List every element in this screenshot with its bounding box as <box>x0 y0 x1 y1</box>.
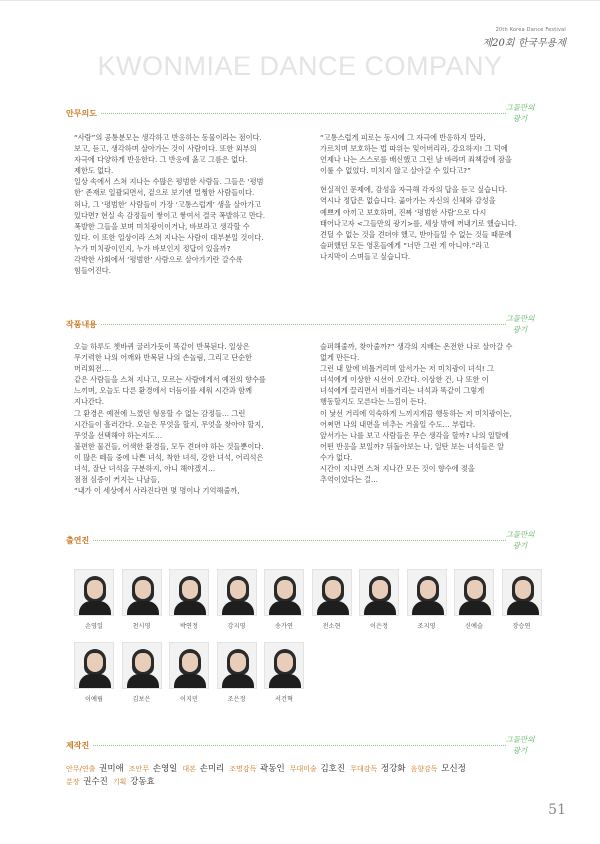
text-line: 앞서가는 나를 보고 사람들은 무슨 생각을 할까? 나의 일탈에 <box>320 430 509 440</box>
text-line: 있다면? 현실 속 감정들이 쌓이고 쌓여서 결국 폭발하고 만다. <box>74 210 266 220</box>
brand-mark <box>498 102 542 124</box>
cast-member <box>74 642 114 703</box>
festival-logo-ko: 제20회 한국무용제 <box>482 38 566 49</box>
text-line: 그 환경은 예전에 느꼈던 형용할 수 없는 감정들… 그런 <box>74 408 246 418</box>
section-staff-title: 제작진 <box>66 740 93 751</box>
text-line: 허나, 그 ‘평범한’ 사람들이 가장 ‘고통스럽게’ 생을 살아가고 <box>74 199 262 209</box>
staff-credits-line <box>66 776 536 789</box>
portrait-photo <box>169 642 209 689</box>
content-left-column <box>74 341 302 496</box>
brand-line-2: 광기 <box>512 325 528 334</box>
text-line: 어떤 반응을 보일까? 뒤돌아보는 나, 일탄 보는 녀석들은 알 <box>320 441 505 451</box>
cast-member <box>312 569 352 630</box>
brand-line-2: 광기 <box>512 541 528 550</box>
text-line: 수가 없다. <box>320 452 353 462</box>
page-number: 51 <box>548 802 566 818</box>
staff-name: 김호진 <box>317 764 346 774</box>
cast-member <box>454 569 494 630</box>
cast-member <box>217 569 257 630</box>
portrait-photo <box>312 569 352 616</box>
section-divider <box>66 113 506 114</box>
cast-member <box>502 569 542 630</box>
section-content-header <box>66 313 542 337</box>
cast-name: 김보은 <box>132 696 151 703</box>
cast-grid <box>74 569 544 709</box>
section-divider <box>66 540 506 541</box>
staff-name: 손영일 <box>150 764 178 774</box>
cast-name: 박연정 <box>180 623 198 630</box>
text-line: 슬퍼했던 모든 영혼들에게 “너만 그런 게 아니야.”라고 <box>320 240 490 250</box>
text-line: 시간들이 흘러간다. 오늘은 무엇을 할지, 무엇을 찾아야 할지, <box>74 419 264 429</box>
portrait-photo <box>217 569 257 616</box>
text-line: 견딜 수 없는 것을 견뎌야 했고, 받아들일 수 없는 것들 때문에 <box>320 229 512 239</box>
portrait-photo <box>74 569 114 616</box>
cast-member <box>122 569 162 630</box>
brand-line-1: 그들만의 <box>505 314 535 323</box>
brand-line-1: 그들만의 <box>505 735 535 744</box>
staff-role: 무대미술 <box>289 765 317 773</box>
cast-name: 서건혁 <box>275 696 293 703</box>
cast-member <box>169 569 209 630</box>
festival-logo <box>482 27 566 49</box>
staff-name: 정강화 <box>378 764 406 774</box>
brand-line-1: 그들만의 <box>505 103 535 112</box>
text-line: 일상 속에서 스쳐 지나는 수많은 평범한 사람들. 그들은 ‘평범 <box>74 177 264 187</box>
section-cast-title: 출연진 <box>66 535 93 546</box>
portrait-photo <box>169 569 209 616</box>
text-line: 어쩌면 나의 내면을 비추는 거울일 수도… 부럽다. <box>320 419 476 429</box>
text-line: 시간이 지나면 스쳐 지나간 모든 것이 향수에 젖을 <box>320 464 475 474</box>
text-line: “사람”의 공통분모는 생각하고 반응하는 동물이라는 점이다. <box>74 133 262 142</box>
text-line: 제한도 없다. <box>74 166 114 176</box>
festival-logo-en: 20th Korea Dance Festival <box>495 27 566 33</box>
text-line: 점점 심증이 커지는 나날들, <box>74 475 160 485</box>
portrait-photo <box>74 642 114 689</box>
staff-name: 손미리 <box>196 764 225 774</box>
staff-credits <box>66 763 536 789</box>
intent-right-column <box>320 132 548 262</box>
text-line: 머리회전…. <box>74 364 112 374</box>
section-intent-header <box>66 102 542 126</box>
staff-role: 기획 <box>112 778 127 786</box>
cast-name: 조은정 <box>227 696 246 703</box>
cast-name: 손영일 <box>85 623 103 630</box>
text-line: 역시나 정답은 없습니다. 곪아가는 자신의 신체와 감성을 <box>320 196 496 206</box>
text-line: 보고, 듣고, 생각하며 살아가는 것이 사람이다. 또한 외부의 <box>74 144 257 154</box>
text-line: 녀석, 잘난 녀석을 구분하지, 아니 해야겠지… <box>74 464 216 474</box>
staff-role: 안무/연출 <box>66 765 96 773</box>
cast-name: 천시영 <box>132 623 151 630</box>
cast-member <box>122 642 162 703</box>
cast-member <box>407 569 447 630</box>
cast-member <box>169 642 209 703</box>
portrait-photo <box>407 569 447 616</box>
section-content-title: 작품내용 <box>66 319 101 330</box>
text-line: 가르치며 보호하는 법 따위는 잊어버리라, 강요하지! 그 덕에 <box>320 144 508 154</box>
text-line: 지나간다. <box>74 397 105 407</box>
staff-name: 강동효 <box>127 777 155 787</box>
staff-name: 권미애 <box>96 764 124 774</box>
text-line: 각박한 사회에서 ‘평범한’ 사람으로 살아가기란 갈수록 <box>74 255 243 265</box>
text-line: “내가 이 세상에서 사라진다면 몇 명이나 기억해줄까, <box>74 486 240 496</box>
text-line: 행동할지도 모른다는 느낌이 든다. <box>320 397 427 407</box>
portrait-photo <box>122 569 162 616</box>
text-line: 무기력한 나의 어깨와 반복된 나의 손놀림, 그리고 단순한 <box>74 353 252 363</box>
text-line: 추억이었다는 걸… <box>320 475 379 485</box>
text-line: 누가 미치광이인지, 누가 바보인지 정답이 있을까? <box>74 243 231 253</box>
text-line: 현실적인 문제에, 감성을 자극해 각자의 답을 듣고 싶습니다. <box>320 185 508 195</box>
portrait-photo <box>502 569 542 616</box>
text-line: 없게 만든다. <box>320 353 360 363</box>
brand-mark <box>498 529 542 551</box>
text-line: 같은 사람들을 스쳐 지나고, 모르는 사람에게서 예전의 향수를 <box>74 375 266 385</box>
text-line: 불편한 물건들, 어색한 환경들, 모두 견뎌야 하는 것들뿐이다. <box>74 441 264 451</box>
text-line: 이 많은 떼들 중에 나쁜 녀석, 착한 녀석, 강한 녀석, 어리석은 <box>74 452 264 462</box>
text-line: 나지막이 스며들고 싶습니다. <box>320 251 411 261</box>
cast-name: 이예림 <box>85 696 103 703</box>
staff-role: 무대감독 <box>350 765 378 773</box>
cast-name: 강지영 <box>227 623 246 630</box>
portrait-photo <box>454 569 494 616</box>
cast-name: 이지민 <box>180 696 198 703</box>
brand-mark <box>498 313 542 335</box>
section-divider <box>66 324 506 325</box>
text-line: 예쁘게 아끼고 보호하며, 진짜 ‘평범한 사람’으로 다시 <box>320 207 487 217</box>
text-line: 힘들어진다. <box>74 266 112 276</box>
text-line: 있다. 이 또한 일상이라 스쳐 지나는 사람이 대부분일 것이다. <box>74 232 264 242</box>
content-right-column <box>320 341 548 485</box>
text-line: 이 낯선 거리에 익숙하게 느끼지게끔 행동하는 저 미치광이는, <box>320 408 512 418</box>
brand-line-1: 그들만의 <box>505 530 535 539</box>
cast-name: 신예슬 <box>465 623 483 630</box>
text-line: 폭발한 그들을 보며 미치광이이거나, 바보라고 생각할 수 <box>74 221 250 231</box>
portrait-photo <box>217 642 257 689</box>
cast-member <box>359 569 399 630</box>
cast-member <box>264 642 304 703</box>
section-staff-header <box>66 734 542 758</box>
staff-credits-line <box>66 763 536 776</box>
section-divider <box>66 745 506 746</box>
text-line: 자극에 다양하게 반응한다. 그 반응에 옳고 그름은 없다. <box>74 155 248 165</box>
cast-name: 조지영 <box>417 623 436 630</box>
text-line: “고통스럽게 피로는 동시에 그 자극에 반응하지 말라, <box>320 133 486 142</box>
staff-name: 곽동인 <box>257 764 285 774</box>
portrait-photo <box>359 569 399 616</box>
intent-left-column <box>74 132 302 276</box>
portrait-photo <box>122 642 162 689</box>
text-line: 녀석에게 이상한 시선이 오간다. 이상한 건, 나 또한 이 <box>320 375 489 385</box>
text-line: 한’ 존재로 일괄되면서, 겉으로 보기엔 멀쩡한 사람들이다. <box>74 188 255 198</box>
text-line: 오늘 하루도 쳇바퀴 굴러가듯이 똑같이 반복된다. 일상은 <box>74 342 250 351</box>
staff-role: 조안무 <box>128 765 150 773</box>
brand-line-2: 광기 <box>512 114 528 123</box>
portrait-photo <box>264 569 304 616</box>
text-line: 녀석에게 끌리면서 비틀거리는 녀석과 똑같이 그렇게 <box>320 386 485 396</box>
cast-name: 장승연 <box>512 623 531 630</box>
brand-mark <box>498 734 542 756</box>
staff-role: 음향감독 <box>410 765 438 773</box>
section-cast-header <box>66 529 542 553</box>
text-line: 그런 내 앞에 비틀거리며 앞서가는 저 미치광이 녀석! 그 <box>320 364 494 374</box>
text-line: 무엇을 선택해야 하는지도… <box>74 430 163 440</box>
section-intent-title: 안무의도 <box>66 108 101 119</box>
staff-role: 분장 <box>66 778 80 786</box>
cast-name: 전소현 <box>322 623 341 630</box>
staff-name: 권수진 <box>80 777 108 787</box>
staff-role: 대본 <box>182 765 196 773</box>
text-line: 느끼며, 오늘도 다른 환경에서 더듬이를 세워 시간과 함께 <box>74 386 252 396</box>
company-title: KWONMIAE DANCE COMPANY <box>97 51 503 81</box>
text-line: 언제나 나는 스스로를 배신했고 그런 날 바라며 죄책감에 잠을 <box>320 155 512 165</box>
cast-member <box>74 569 114 630</box>
cast-member <box>264 569 304 630</box>
text-line: 슬퍼해줄까, 찾아줄까?” 생각의 지배는 온전한 나로 살아갈 수 <box>320 342 513 351</box>
brand-line-2: 광기 <box>512 746 528 755</box>
staff-role: 조명감독 <box>229 765 257 773</box>
text-line: 이룰 수 없었다. 미치지 않고 살아갈 수 있다고?” <box>320 166 471 176</box>
staff-name: 모신정 <box>438 764 466 774</box>
portrait-photo <box>264 642 304 689</box>
cast-name: 이은정 <box>370 623 388 630</box>
cast-member <box>217 642 257 703</box>
text-line: 태어나고자 <그들만의 광기>를, 세상 밖에 꺼내기로 했습니다. <box>320 218 517 228</box>
cast-name: 송가연 <box>275 623 293 630</box>
